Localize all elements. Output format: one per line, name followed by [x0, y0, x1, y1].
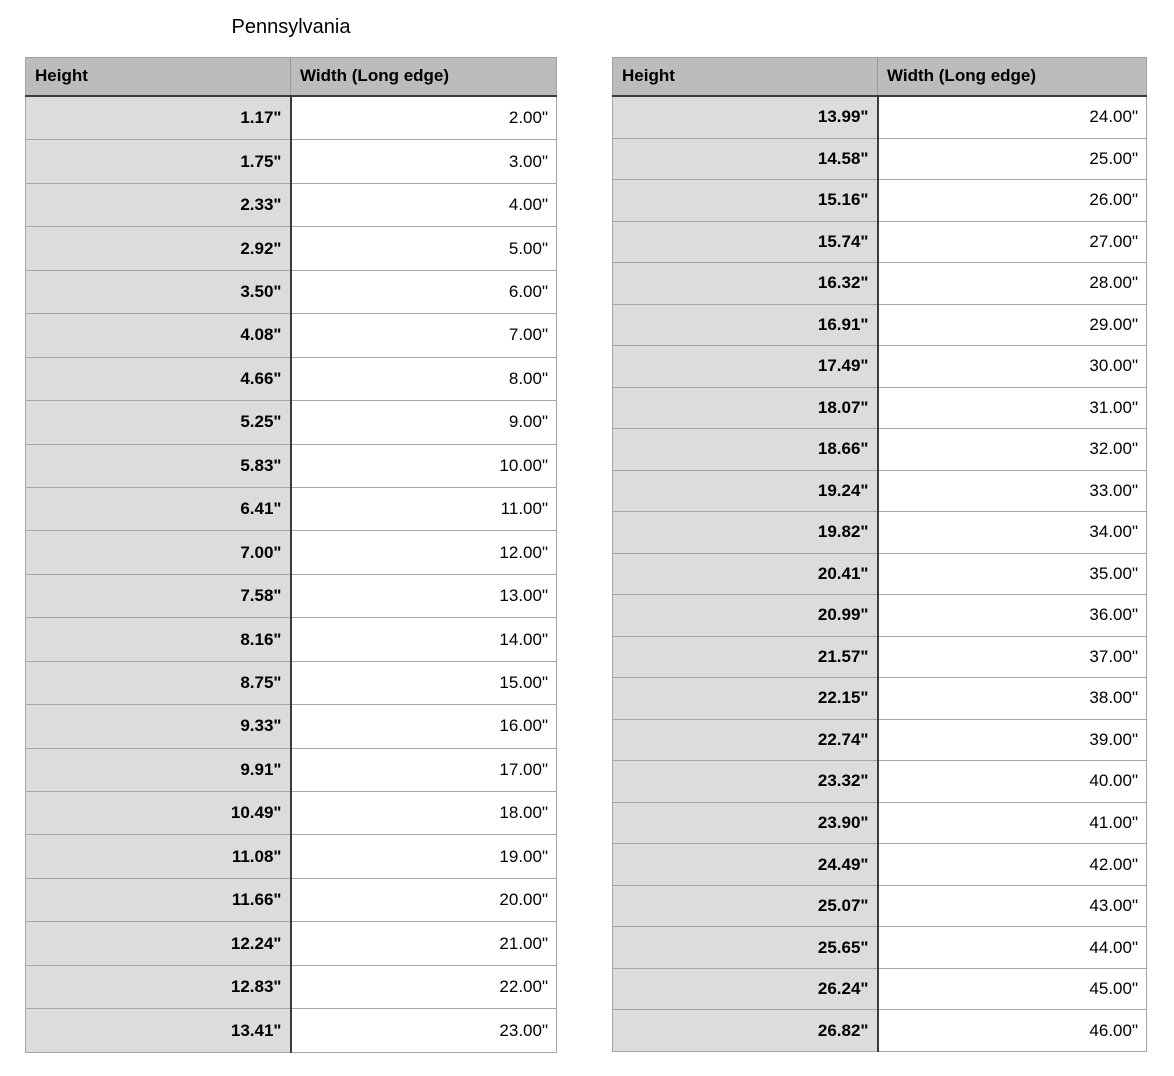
width-cell: 45.00" — [878, 968, 1147, 1010]
table-row — [613, 221, 1147, 263]
height-cell: 1.17" — [26, 96, 291, 140]
height-cell: 11.08" — [26, 835, 291, 878]
table-row — [613, 678, 1147, 720]
width-cell: 4.00" — [291, 183, 557, 226]
table-row — [26, 1009, 557, 1053]
table-row — [26, 487, 557, 530]
width-column-header: Width (Long edge) — [878, 58, 1147, 96]
table-row — [613, 595, 1147, 637]
width-cell: 29.00" — [878, 304, 1147, 346]
table-row — [26, 314, 557, 357]
table-row — [26, 792, 557, 835]
width-cell: 25.00" — [878, 138, 1147, 180]
width-cell: 34.00" — [878, 512, 1147, 554]
width-cell: 30.00" — [878, 346, 1147, 388]
width-cell: 2.00" — [291, 96, 557, 140]
table-row — [613, 429, 1147, 471]
height-cell: 26.24" — [613, 968, 878, 1010]
height-cell: 3.50" — [26, 270, 291, 313]
width-cell: 39.00" — [878, 719, 1147, 761]
width-cell: 8.00" — [291, 357, 557, 400]
height-cell: 19.24" — [613, 470, 878, 512]
width-cell: 44.00" — [878, 927, 1147, 969]
table-body — [26, 96, 557, 1053]
height-cell: 9.33" — [26, 705, 291, 748]
height-cell: 6.41" — [26, 487, 291, 530]
width-cell: 22.00" — [291, 965, 557, 1008]
table-row — [26, 965, 557, 1008]
header-row — [613, 58, 1147, 96]
size-table-right — [612, 57, 1147, 1052]
height-cell: 20.99" — [613, 595, 878, 637]
height-cell: 7.00" — [26, 531, 291, 574]
table-row — [613, 346, 1147, 388]
height-cell: 11.66" — [26, 878, 291, 921]
height-column-header: Height — [26, 58, 291, 96]
width-cell: 17.00" — [291, 748, 557, 791]
height-cell: 25.07" — [613, 885, 878, 927]
height-cell: 4.66" — [26, 357, 291, 400]
height-cell: 10.49" — [26, 792, 291, 835]
height-cell: 13.99" — [613, 96, 878, 139]
table-row — [613, 96, 1147, 139]
width-cell: 16.00" — [291, 705, 557, 748]
height-cell: 23.32" — [613, 761, 878, 803]
table-row — [613, 719, 1147, 761]
table-row — [26, 705, 557, 748]
table-row — [613, 553, 1147, 595]
width-cell: 15.00" — [291, 661, 557, 704]
width-cell: 26.00" — [878, 180, 1147, 222]
header-row — [26, 58, 557, 96]
width-cell: 19.00" — [291, 835, 557, 878]
width-cell: 3.00" — [291, 140, 557, 183]
height-cell: 5.83" — [26, 444, 291, 487]
table-row — [613, 263, 1147, 305]
width-cell: 24.00" — [878, 96, 1147, 139]
table-row — [26, 531, 557, 574]
table-row — [26, 357, 557, 400]
height-cell: 8.16" — [26, 618, 291, 661]
width-cell: 7.00" — [291, 314, 557, 357]
height-cell: 14.58" — [613, 138, 878, 180]
table-row — [613, 304, 1147, 346]
height-cell: 12.24" — [26, 922, 291, 965]
table-row — [26, 227, 557, 270]
width-cell: 27.00" — [878, 221, 1147, 263]
width-cell: 11.00" — [291, 487, 557, 530]
table-row — [26, 444, 557, 487]
height-cell: 16.91" — [613, 304, 878, 346]
table-row — [26, 922, 557, 965]
table-row — [26, 618, 557, 661]
height-cell: 19.82" — [613, 512, 878, 554]
width-cell: 42.00" — [878, 844, 1147, 886]
table-row — [26, 661, 557, 704]
width-cell: 32.00" — [878, 429, 1147, 471]
width-cell: 46.00" — [878, 1010, 1147, 1052]
height-column-header: Height — [613, 58, 878, 96]
width-cell: 43.00" — [878, 885, 1147, 927]
height-cell: 16.32" — [613, 263, 878, 305]
height-cell: 8.75" — [26, 661, 291, 704]
width-cell: 5.00" — [291, 227, 557, 270]
width-cell: 14.00" — [291, 618, 557, 661]
height-cell: 21.57" — [613, 636, 878, 678]
height-cell: 1.75" — [26, 140, 291, 183]
table-row — [613, 1010, 1147, 1052]
height-cell: 24.49" — [613, 844, 878, 886]
height-cell: 9.91" — [26, 748, 291, 791]
width-cell: 10.00" — [291, 444, 557, 487]
table-row — [26, 835, 557, 878]
height-cell: 25.65" — [613, 927, 878, 969]
height-cell: 17.49" — [613, 346, 878, 388]
table-row — [613, 885, 1147, 927]
table-row — [613, 802, 1147, 844]
table-row — [26, 878, 557, 921]
height-cell: 23.90" — [613, 802, 878, 844]
height-cell: 18.07" — [613, 387, 878, 429]
width-cell: 33.00" — [878, 470, 1147, 512]
width-cell: 13.00" — [291, 574, 557, 617]
width-cell: 20.00" — [291, 878, 557, 921]
table-row — [613, 512, 1147, 554]
width-cell: 12.00" — [291, 531, 557, 574]
table-row — [613, 927, 1147, 969]
height-cell: 22.15" — [613, 678, 878, 720]
width-cell: 41.00" — [878, 802, 1147, 844]
width-cell: 35.00" — [878, 553, 1147, 595]
height-cell: 20.41" — [613, 553, 878, 595]
table-row — [613, 470, 1147, 512]
size-table-left — [25, 57, 557, 1053]
width-cell: 9.00" — [291, 401, 557, 444]
width-cell: 37.00" — [878, 636, 1147, 678]
height-cell: 7.58" — [26, 574, 291, 617]
table-row — [26, 401, 557, 444]
table-row — [613, 387, 1147, 429]
height-cell: 4.08" — [26, 314, 291, 357]
height-cell: 2.33" — [26, 183, 291, 226]
table-row — [26, 140, 557, 183]
width-cell: 40.00" — [878, 761, 1147, 803]
table-row — [26, 183, 557, 226]
table-row — [26, 574, 557, 617]
height-cell: 2.92" — [26, 227, 291, 270]
table-row — [613, 761, 1147, 803]
height-cell: 13.41" — [26, 1009, 291, 1053]
height-cell: 22.74" — [613, 719, 878, 761]
table-row — [613, 138, 1147, 180]
table-row — [26, 96, 557, 140]
width-cell: 36.00" — [878, 595, 1147, 637]
width-cell: 28.00" — [878, 263, 1147, 305]
table-row — [26, 748, 557, 791]
width-cell: 18.00" — [291, 792, 557, 835]
table-header — [26, 58, 557, 96]
width-cell: 23.00" — [291, 1009, 557, 1053]
table-row — [26, 270, 557, 313]
table-row — [613, 968, 1147, 1010]
width-cell: 6.00" — [291, 270, 557, 313]
width-cell: 21.00" — [291, 922, 557, 965]
height-cell: 12.83" — [26, 965, 291, 1008]
height-cell: 15.16" — [613, 180, 878, 222]
table-header — [613, 58, 1147, 96]
table-row — [613, 844, 1147, 886]
width-cell: 38.00" — [878, 678, 1147, 720]
table-row — [613, 636, 1147, 678]
table-body — [613, 96, 1147, 1052]
height-cell: 5.25" — [26, 401, 291, 444]
height-cell: 15.74" — [613, 221, 878, 263]
table-row — [613, 180, 1147, 222]
width-column-header: Width (Long edge) — [291, 58, 557, 96]
height-cell: 26.82" — [613, 1010, 878, 1052]
width-cell: 31.00" — [878, 387, 1147, 429]
height-cell: 18.66" — [613, 429, 878, 471]
page-title: Pennsylvania — [231, 16, 351, 38]
